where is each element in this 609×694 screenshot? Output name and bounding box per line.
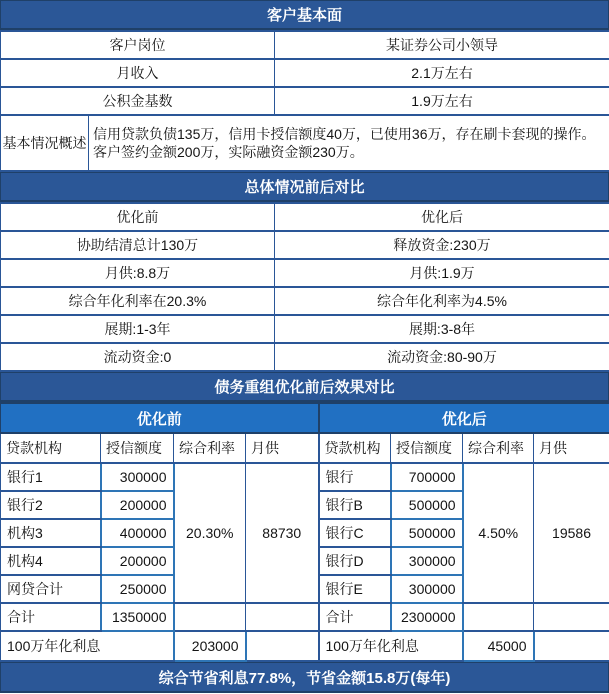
empty-cell (534, 631, 609, 661)
table-row (1, 87, 609, 115)
lender-name: 机构3 (1, 519, 101, 547)
column-header-credit: 授信额度 (391, 433, 463, 463)
loan-row (1, 463, 609, 491)
column-header-lender: 贷款机构 (1, 433, 101, 463)
table-row (1, 259, 609, 287)
before-band-label: 优化前 (1, 403, 319, 433)
empty-cell (534, 603, 609, 631)
before-column-header: 优化前 (1, 203, 275, 231)
before-merged-payment: 88730 (246, 463, 319, 603)
credit-amount: 300000 (391, 547, 463, 575)
interest-label: 100万年化利息 (319, 631, 463, 661)
before-value: 月供:8.8万 (1, 259, 275, 287)
before-value: 展期:1-3年 (1, 315, 275, 343)
empty-cell (246, 631, 319, 661)
column-header-rate: 综合利率 (463, 433, 534, 463)
section-header-restructuring-comparison: 债务重组优化前后效果对比 (0, 372, 609, 402)
total-amount: 2300000 (391, 603, 463, 631)
empty-cell (246, 603, 319, 631)
interest-amount: 45000 (463, 631, 534, 661)
lender-name: 银行2 (1, 491, 101, 519)
row-value: 2.1万左右 (275, 59, 609, 87)
lender-name: 机构4 (1, 547, 101, 575)
section-header-overall-comparison: 总体情况前后对比 (0, 172, 609, 202)
table-row (1, 31, 609, 59)
credit-amount: 700000 (391, 463, 463, 491)
total-row (1, 603, 609, 631)
credit-amount: 250000 (101, 575, 174, 603)
overview-row (1, 115, 609, 171)
credit-amount: 400000 (101, 519, 174, 547)
customer-basics-table (0, 30, 609, 172)
table-row (1, 287, 609, 315)
after-value: 综合年化利率为4.5% (275, 287, 609, 315)
lender-name: 银行B (319, 491, 391, 519)
credit-amount: 200000 (101, 547, 174, 575)
savings-summary-banner: 综合节省利息77.8%，节省金额15.8万(每年) (0, 662, 609, 693)
interest-amount: 203000 (174, 631, 246, 661)
lender-name: 银行E (319, 575, 391, 603)
restructuring-detail-table (0, 402, 609, 662)
after-value: 月供:1.9万 (275, 259, 609, 287)
row-label: 客户岗位 (1, 31, 275, 59)
after-value: 流动资金:80-90万 (275, 343, 609, 371)
overall-comparison-table (0, 202, 609, 372)
table-row (1, 231, 609, 259)
column-header-payment: 月供 (246, 433, 319, 463)
before-merged-rate: 20.30% (174, 463, 246, 603)
column-header-rate: 综合利率 (174, 433, 246, 463)
after-column-header: 优化后 (275, 203, 609, 231)
column-header-credit: 授信额度 (101, 433, 174, 463)
row-label: 月收入 (1, 59, 275, 87)
total-label: 合计 (319, 603, 391, 631)
total-label: 合计 (1, 603, 101, 631)
lender-name: 银行1 (1, 463, 101, 491)
column-header-lender: 贷款机构 (319, 433, 391, 463)
before-after-band (1, 403, 609, 433)
table-row (1, 59, 609, 87)
credit-amount: 500000 (391, 519, 463, 547)
after-value: 释放资金:230万 (275, 231, 609, 259)
row-value: 某证券公司小领导 (275, 31, 609, 59)
empty-cell (174, 603, 246, 631)
overview-text: 信用贷款负债135万，信用卡授信额度40万，已使用36万，存在刷卡套现的操作。客户签约金额200万，实际融资金额230万。 (89, 115, 609, 171)
credit-amount: 300000 (391, 575, 463, 603)
section-header-customer-basics: 客户基本面 (0, 0, 609, 30)
empty-cell (463, 603, 534, 631)
after-merged-payment: 19586 (534, 463, 609, 603)
before-value: 流动资金:0 (1, 343, 275, 371)
interest-label: 100万年化利息 (1, 631, 174, 661)
annual-interest-row (1, 631, 609, 661)
credit-amount: 500000 (391, 491, 463, 519)
before-value: 综合年化利率在20.3% (1, 287, 275, 315)
lender-name: 银行D (319, 547, 391, 575)
column-header-row (1, 433, 609, 463)
comparison-header-row (1, 203, 609, 231)
lender-name: 银行C (319, 519, 391, 547)
credit-amount: 200000 (101, 491, 174, 519)
before-value: 协助结清总计130万 (1, 231, 275, 259)
column-header-payment: 月供 (534, 433, 609, 463)
lender-name: 网贷合计 (1, 575, 101, 603)
credit-amount: 300000 (101, 463, 174, 491)
row-value: 1.9万左右 (275, 87, 609, 115)
after-merged-rate: 4.50% (463, 463, 534, 603)
total-amount: 1350000 (101, 603, 174, 631)
overview-label: 基本情况概述 (1, 115, 89, 171)
table-row (1, 343, 609, 371)
after-value: 展期:3-8年 (275, 315, 609, 343)
lender-name: 银行 (319, 463, 391, 491)
row-label: 公积金基数 (1, 87, 275, 115)
table-row (1, 315, 609, 343)
after-band-label: 优化后 (319, 403, 609, 433)
